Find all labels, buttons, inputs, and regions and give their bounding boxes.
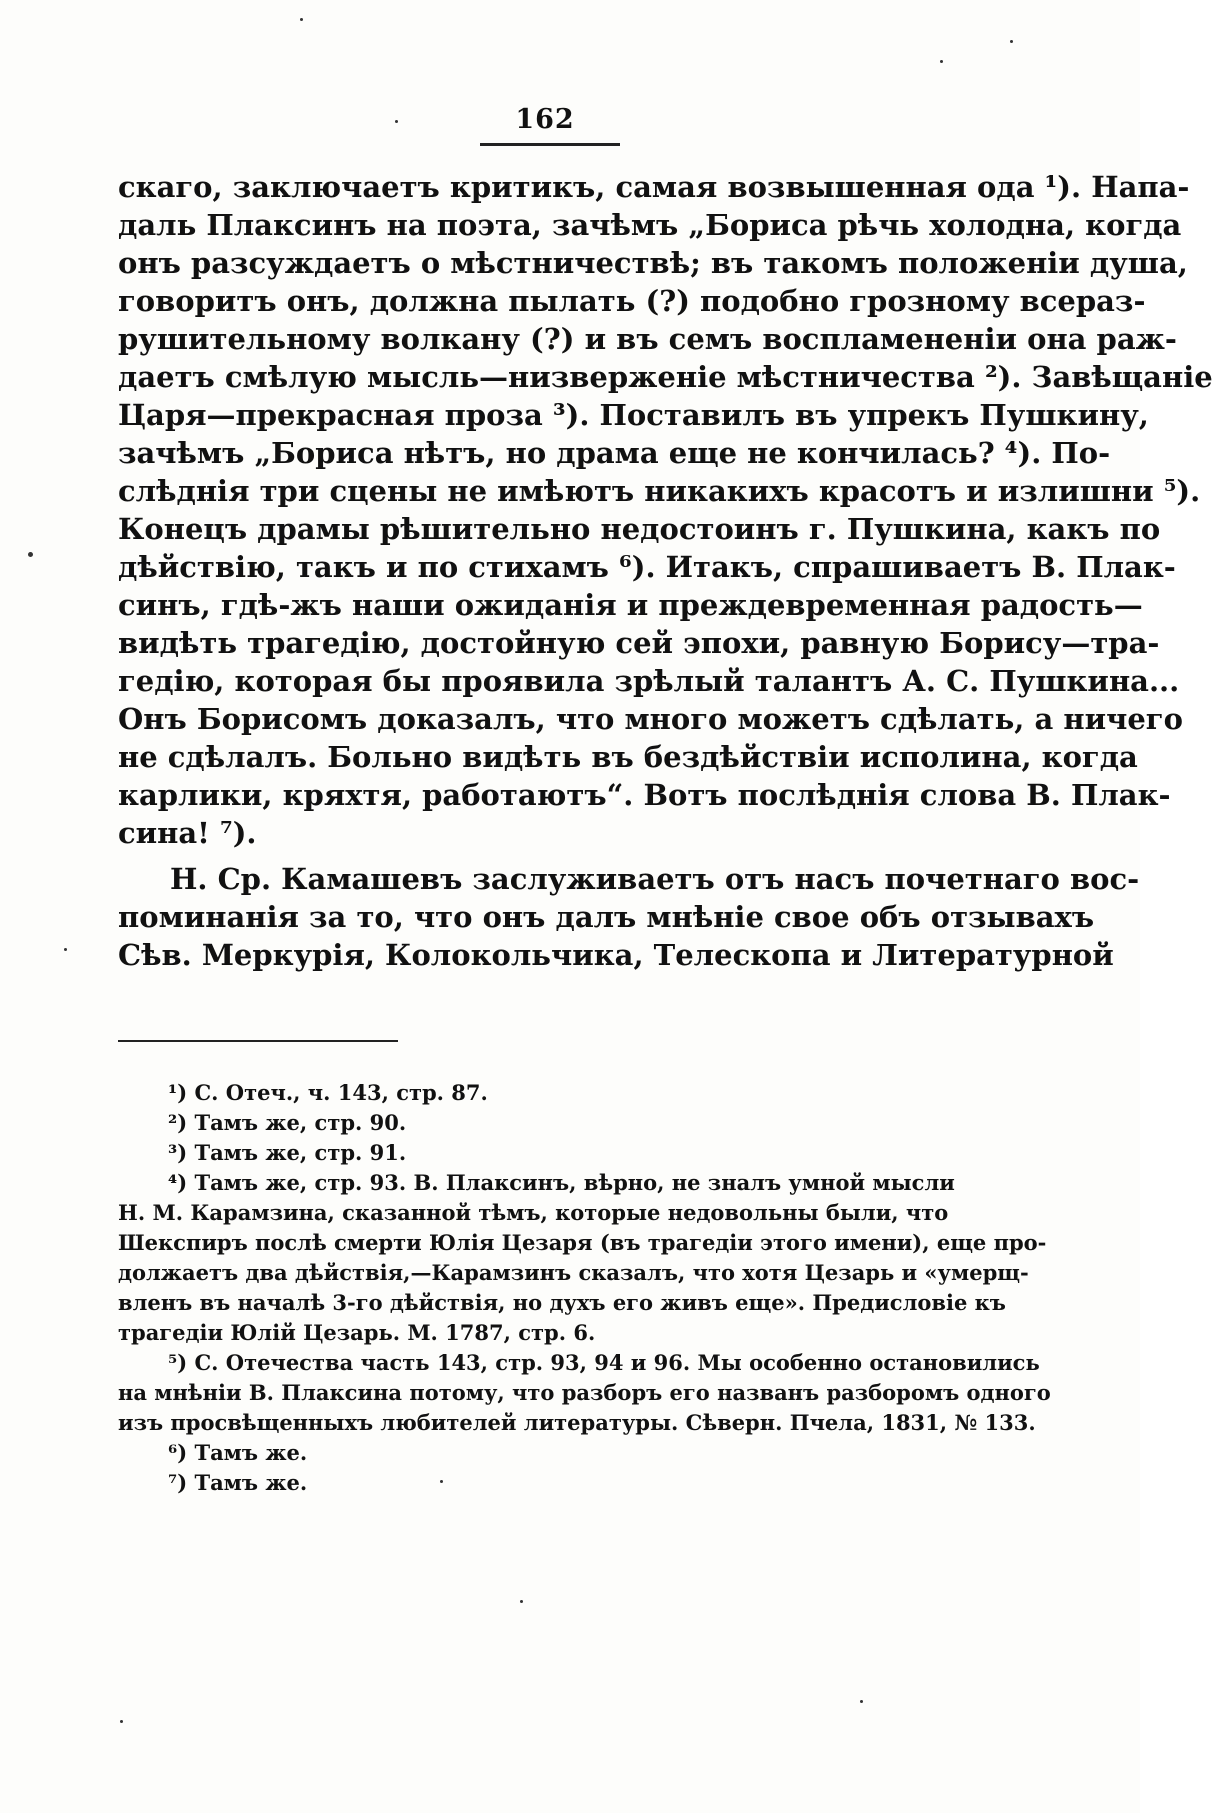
scan-speck [440,1480,443,1483]
footnote-line: ⁴) Тамъ же, стр. 93. В. Плаксинъ, вѣрно, не зналъ умной мысли [168,1170,955,1195]
text-line: синъ, гдѣ-жъ наши ожиданія и преждевременная радость— [118,588,1143,622]
scan-speck [860,1700,863,1703]
page-number: 162 [515,104,575,135]
scan-speck [120,1720,123,1723]
text-line: Конецъ драмы рѣшительно недостоинъ г. Пушкина, какъ по [118,512,1161,546]
footnote-line: ³) Тамъ же, стр. 91. [168,1140,407,1165]
footnote-line: Шекспиръ послѣ смерти Юлія Цезаря (въ трагедіи этого имени), еще про- [118,1230,1047,1255]
text-line: рушительному волкану (?) и въ семъ воспламененіи она раж- [118,322,1177,356]
text-line: Н. Ср. Камашевъ заслуживаетъ отъ насъ почетнаго вос- [170,862,1140,896]
text-line: скаго, заключаетъ критикъ, самая возвышенная ода ¹). Напа- [118,170,1190,204]
text-line: гедію, которая бы проявила зрѣлый талантъ А. С. Пушкина... [118,664,1180,698]
scan-speck [300,18,303,21]
text-line: дѣйствію, такъ и по стихамъ ⁶). Итакъ, спрашиваетъ В. Плак- [118,550,1176,584]
text-line: слѣднія три сцены не имѣютъ никакихъ красотъ и излишни ⁵). [118,474,1201,508]
text-line: видѣть трагедію, достойную сей эпохи, равную Борису—тра- [118,626,1160,660]
text-line: онъ разсуждаетъ о мѣстничествѣ; въ такомъ положеніи душа, [118,246,1188,280]
footnote-line: ¹) С. Отеч., ч. 143, стр. 87. [168,1080,488,1105]
footnotes [118,1078,1051,1498]
footnote-line: ⁷) Тамъ же. [168,1470,308,1495]
footnote-line: ⁵) С. Отечества часть 143, стр. 93, 94 и 96. Мы особенно остановились [168,1350,1040,1375]
text-line: Онъ Борисомъ доказалъ, что много можетъ сдѣлать, а ничего [118,702,1183,736]
paragraph-1 [118,168,1213,852]
footnote-line: трагедіи Юлій Цезарь. М. 1787, стр. 6. [118,1320,596,1345]
text-line: Царя—прекрасная проза ³). Поставилъ въ упрекъ Пушкину, [118,398,1149,432]
scan-speck [940,60,943,63]
scan-speck [28,552,33,557]
footnote-line: вленъ въ началѣ 3-го дѣйствія, но духъ его живъ еще». Предисловіе къ [118,1290,1006,1315]
footnote-line: изъ просвѣщенныхъ любителей литературы. Сѣверн. Пчела, 1831, № 133. [118,1410,1036,1435]
paragraph-gap [118,852,993,860]
footnote-line: ²) Тамъ же, стр. 90. [168,1110,407,1135]
footnote-line: должаетъ два дѣйствія,—Карамзинъ сказалъ, что хотя Цезарь и «умерщ- [118,1260,1029,1285]
text-line: не сдѣлалъ. Больно видѣть въ бездѣйствіи исполина, когда [118,740,1138,774]
text-line: зачѣмъ „Бориса нѣтъ, но драма еще не кончилась? ⁴). По- [118,436,1111,470]
footnote-line: Н. М. Карамзина, сказанной тѣмъ, которые недовольны были, что [118,1200,949,1225]
text-line: даетъ смѣлую мысль—низверженіе мѣстничества ²). Завѣщаніе [118,360,1213,394]
text-line: карлики, кряхтя, работаютъ“. Вотъ послѣднія слова В. Плак- [118,778,1171,812]
footnote-rule [118,1040,398,1042]
text-line: поминанія за то, что онъ далъ мнѣніе свое объ отзывахъ [118,900,1095,934]
scan-speck [64,948,67,951]
text-line: даль Плаксинъ на поэта, зачѣмъ „Бориса рѣчь холодна, когда [118,208,1182,242]
main-text [118,168,1213,974]
scan-speck [1010,40,1013,43]
scan-speck [520,1600,523,1603]
footnote-line: на мнѣніи В. Плаксина потому, что разборъ его названъ разборомъ одного [118,1380,1051,1405]
paragraph-2 [118,860,1140,974]
footnote-line: ⁶) Тамъ же. [168,1440,308,1465]
page-number-rule [480,143,620,146]
text-line: говоритъ онъ, должна пылать (?) подобно грозному всераз- [118,284,1146,318]
text-line: Сѣв. Меркурія, Колокольчика, Телескопа и Литературной [118,938,1114,972]
text-line: сина! ⁷). [118,816,257,850]
scan-speck [395,120,398,123]
